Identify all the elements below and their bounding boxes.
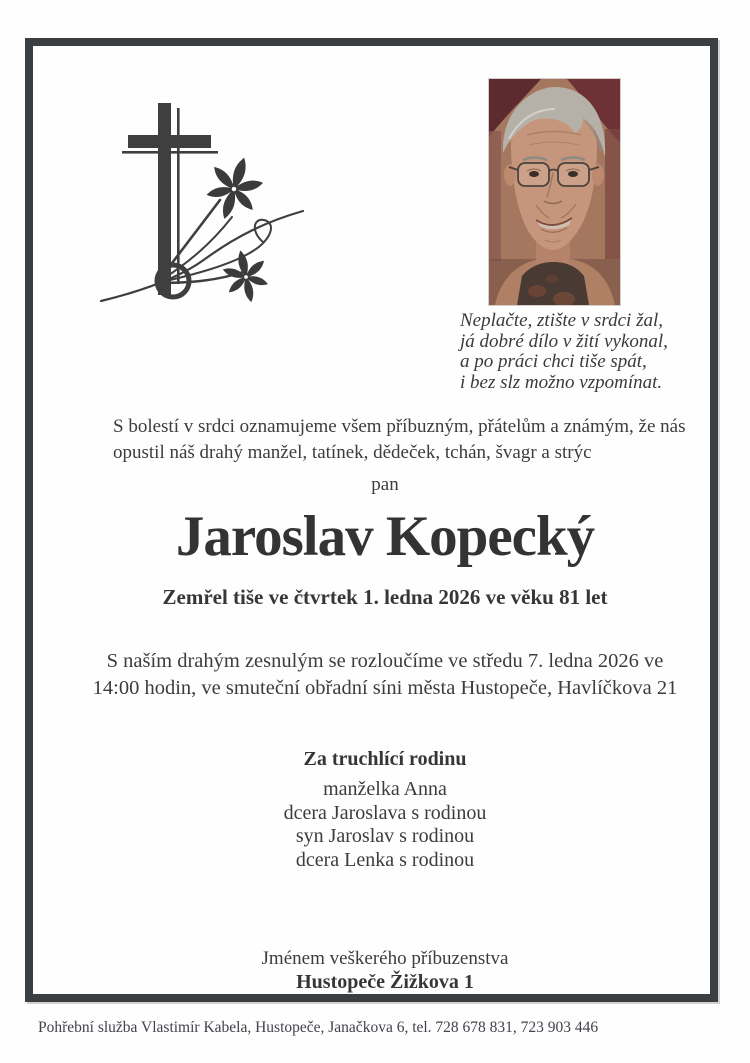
family-member: manželka Anna [323,778,447,800]
farewell-text [30,648,740,702]
funeral-service-footer: Pohřební služba Vlastimír Kabela, Hustopeče, Janačkova 6, tel. 728 678 831, 723 903 446 [38,1019,599,1036]
poem-line: i bez slz možno vzpomínat. [460,371,663,393]
poem-line: já dobré dílo v žití vykonal, [460,330,668,352]
memorial-poem [460,311,668,393]
cross-lily-icon [93,93,308,313]
farewell-line: 14:00 hodin, ve smuteční obřadní síni města Hustopeče, Havlíčkova 21 [92,677,678,699]
poem-line: Neplačte, ztište v srdci žal, [460,310,663,331]
portrait-svg [489,79,620,305]
salutation: pan [371,474,399,495]
deceased-name: Jaroslav Kopecký [175,505,595,568]
farewell-line: S naším drahým zesnulým se rozloučíme ve středu 7. ledna 2026 ve [106,650,664,672]
death-date-line: Zemřel tiše ve čtvrtek 1. ledna 2026 ve věku 81 let [162,585,608,609]
closing-line-relatives: Jménem veškerého příbuzenstva [261,948,509,969]
portrait-photo [489,79,620,305]
family-member: syn Jaroslav s rodinou [295,825,475,847]
cross-lily-svg [93,93,308,313]
announcement-line: S bolestí v srdci oznamujeme všem příbuzným, přátelům a známým, že nás [113,416,686,437]
family-heading: Za truchlící rodinu [303,748,467,770]
poem-line: a po práci chci tiše spát, [460,351,647,372]
closing-line-address: Hustopeče Žižkova 1 [296,971,474,993]
family-member: dcera Jaroslava s rodinou [283,801,487,824]
family-member: dcera Lenka s rodinou [295,848,475,871]
announcement-text [113,414,686,466]
family-list [30,778,740,872]
announcement-line: opustil náš drahý manžel, tatínek, dědeček, tchán, švagr a strýc [113,442,592,463]
